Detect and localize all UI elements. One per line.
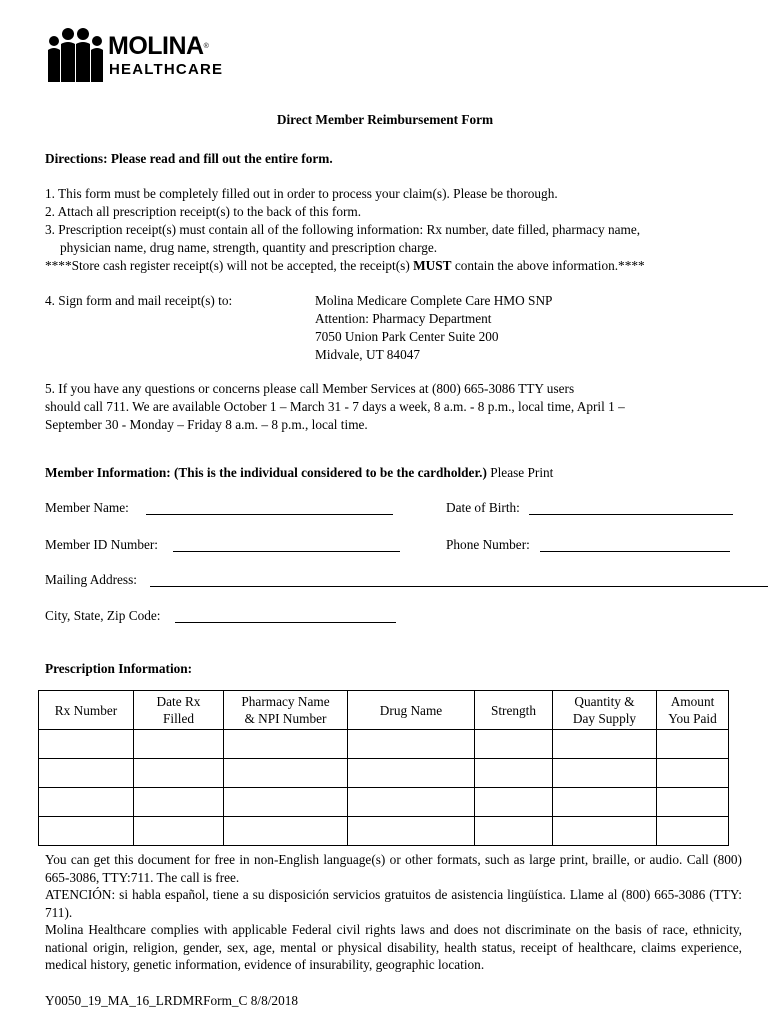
instruction-3: 3. Prescription receipt(s) must contain all of the following information: Rx number, date filled, pharmacy name, <box>45 222 641 237</box>
table-cell[interactable] <box>657 817 729 846</box>
phone-label: Phone Number: <box>446 537 530 552</box>
table-cell[interactable] <box>224 759 348 788</box>
table-cell[interactable] <box>657 788 729 817</box>
mailing-address-field[interactable] <box>150 586 768 587</box>
molina-logo <box>46 28 236 84</box>
table-cell[interactable] <box>134 788 224 817</box>
member-info-heading: Member Information: (This is the individual considered to be the cardholder.) Please Print <box>45 465 554 480</box>
member-name-label: Member Name: <box>45 500 129 515</box>
table-cell[interactable] <box>134 759 224 788</box>
member-name-field[interactable] <box>146 514 393 515</box>
table-cell[interactable] <box>348 730 475 759</box>
table-cell[interactable] <box>657 730 729 759</box>
prescription-heading: Prescription Information: <box>45 661 193 676</box>
table-cell[interactable] <box>348 817 475 846</box>
dob-field[interactable] <box>529 514 733 515</box>
table-cell[interactable] <box>657 759 729 788</box>
people-icon <box>46 28 106 84</box>
table-cell[interactable] <box>553 788 657 817</box>
table-cell[interactable] <box>475 730 553 759</box>
mail-address-line-2: Attention: Pharmacy Department <box>315 311 492 326</box>
language-notice: You can get this document for free in non-English language(s) or other formats, such as large print, braille, or audio. Call (800) 665-3086, TTY:711. The call is free. <box>45 852 742 885</box>
col-date-filled: Date Rx Filled <box>134 691 224 730</box>
table-cell[interactable] <box>224 730 348 759</box>
table-cell[interactable] <box>475 759 553 788</box>
table-cell[interactable] <box>553 759 657 788</box>
col-pharmacy: Pharmacy Name & NPI Number <box>224 691 348 730</box>
table-row <box>39 788 729 817</box>
table-cell[interactable] <box>553 817 657 846</box>
mail-address-line-3: 7050 Union Park Center Suite 200 <box>315 329 499 344</box>
table-cell[interactable] <box>134 730 224 759</box>
table-cell[interactable] <box>348 759 475 788</box>
col-quantity: Quantity & Day Supply <box>553 691 657 730</box>
mailing-address-label: Mailing Address: <box>45 572 137 587</box>
mail-address-line-1: Molina Medicare Complete Care HMO SNP <box>315 293 553 308</box>
logo-wordmark: MOLINA® <box>108 32 209 60</box>
mail-address-line-4: Midvale, UT 84047 <box>315 347 421 362</box>
instruction-5-cont2: September 30 - Monday – Friday 8 a.m. – 8 p.m., local time. <box>45 417 368 432</box>
prescription-table <box>38 690 729 846</box>
table-row <box>39 759 729 788</box>
table-cell[interactable] <box>134 817 224 846</box>
form-title: Direct Member Reimbursement Form <box>276 112 494 127</box>
instruction-3-cont: physician name, drug name, strength, quantity and prescription charge. <box>60 240 438 255</box>
logo-subtitle: HEALTHCARE <box>109 61 224 78</box>
table-cell[interactable] <box>224 817 348 846</box>
receipt-note: ****Store cash register receipt(s) will not be accepted, the receipt(s) MUST contain the above information.**** <box>45 258 645 273</box>
table-cell[interactable] <box>475 817 553 846</box>
table-cell[interactable] <box>39 759 134 788</box>
form-code: Y0050_19_MA_16_LRDMRForm_C 8/8/2018 <box>45 993 299 1008</box>
col-strength: Strength <box>475 691 553 730</box>
table-cell[interactable] <box>475 788 553 817</box>
instruction-2: 2. Attach all prescription receipt(s) to the back of this form. <box>45 204 362 219</box>
city-state-zip-field[interactable] <box>175 622 396 623</box>
table-cell[interactable] <box>553 730 657 759</box>
member-id-field[interactable] <box>173 551 400 552</box>
table-row <box>39 730 729 759</box>
col-drug-name: Drug Name <box>348 691 475 730</box>
col-rx-number: Rx Number <box>39 691 134 730</box>
city-state-zip-label: City, State, Zip Code: <box>45 608 161 623</box>
table-cell[interactable] <box>39 817 134 846</box>
instruction-5: 5. If you have any questions or concerns please call Member Services at (800) 665-3086 TTY users <box>45 381 575 396</box>
col-amount: Amount You Paid <box>657 691 729 730</box>
instruction-4: 4. Sign form and mail receipt(s) to: <box>45 293 233 308</box>
table-cell[interactable] <box>224 788 348 817</box>
instruction-5-cont: should call 711. We are available October 1 – March 31 - 7 days a week, 8 a.m. - 8 p.m., local time, April 1 – <box>45 399 625 414</box>
nondiscrimination-notice: Molina Healthcare complies with applicable Federal civil rights laws and does not discriminate on the basis of race, ethnicity, national origin, religion, gender, sex, age, mental or physical disability, health status, receipt of healthcare, claims experience, medical history, genetic information, evidence of insurability, geographic location. <box>45 922 742 972</box>
dob-label: Date of Birth: <box>446 500 520 515</box>
table-row <box>39 817 729 846</box>
spanish-notice: ATENCIÓN: si habla español, tiene a su disposición servicios gratuitos de asistencia lingüística. Llame al (800) 665-3086 (TTY: 711). <box>45 887 742 920</box>
table-header-row <box>39 691 729 730</box>
member-id-label: Member ID Number: <box>45 537 158 552</box>
table-cell[interactable] <box>39 730 134 759</box>
table-cell[interactable] <box>348 788 475 817</box>
phone-field[interactable] <box>540 551 730 552</box>
table-cell[interactable] <box>39 788 134 817</box>
directions-heading: Directions: Please read and fill out the entire form. <box>45 151 333 166</box>
instruction-1: 1. This form must be completely filled out in order to process your claim(s). Please be thorough. <box>45 186 558 201</box>
